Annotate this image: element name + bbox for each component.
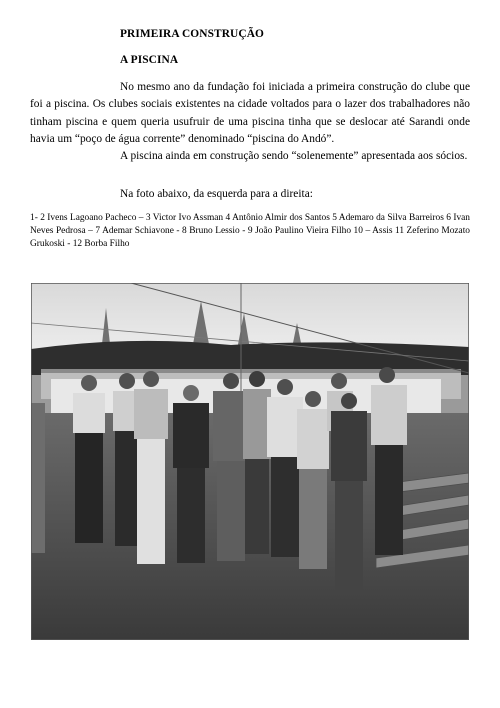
paragraph-photo-intro: Na foto abaixo, da esquerda para a direita: (120, 188, 313, 200)
group-photo-image (31, 283, 469, 640)
paragraph-history-text: No mesmo ano da fundação foi iniciada a primeira construção do clube que foi a piscina. Os clubes sociais existentes na cidade voltados para o lazer dos trabalhadores não tinham piscina e quem queria usufruir de uma piscina tinha que se deslocar até Sarandi onde havia um “poço de água corrente” denominado “piscina do Andó”. (30, 81, 470, 146)
paragraph-presentation-text: A piscina ainda em construção sendo “solenemente” apresentada aos sócios. (120, 150, 468, 162)
paragraph-history (30, 79, 470, 149)
photo-caption: 1- 2 Ivens Lagoano Pacheco – 3 Victor Ivo Assman 4 Antônio Almir dos Santos 5 Ademaro da Silva Barreiros 6 Ivan Neves Pedrosa – 7 Ademar Schiavone - 8 Bruno Lessio - 9 João Paulino Vieira Filho 10 – Assis 11 Zeferino Mozato Grukoski - 12 Borba Filho (30, 213, 470, 250)
section-title: PRIMEIRA CONSTRUÇÃO (120, 28, 264, 40)
subsection-title: A PISCINA (120, 54, 179, 66)
paragraph-presentation (30, 148, 470, 165)
group-photo (31, 283, 469, 640)
